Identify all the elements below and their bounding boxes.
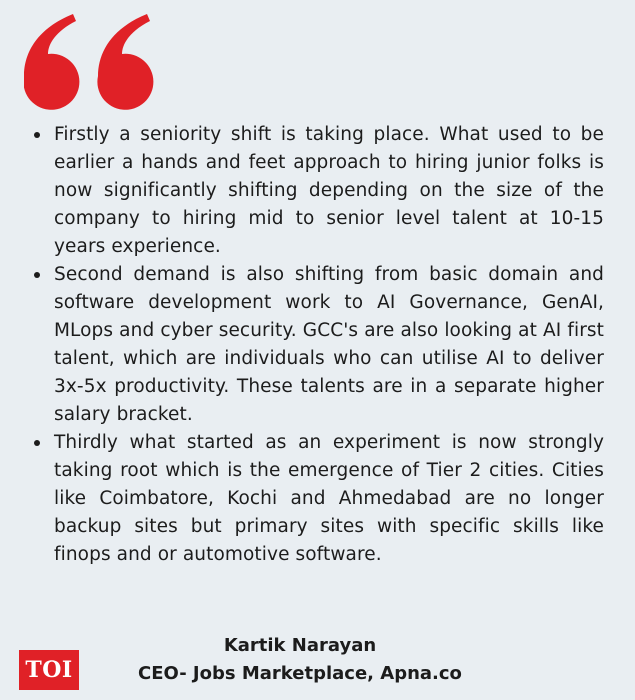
attribution-title: CEO- Jobs Marketplace, Apna.co	[138, 663, 462, 684]
attribution-name: Kartik Narayan	[223, 635, 377, 656]
quote-open-icon	[24, 14, 156, 110]
quote-point: Thirdly what started as an experiment is now strongly taking root which is the emergence of Tier 2 cities. Cities like Coimbatore, Kochi and Ahmedabad are no longer backup sites but primary sites with specific skills like finops and or automotive software.	[54, 429, 604, 569]
quote-points	[26, 121, 604, 569]
toi-logo: TOI	[19, 650, 79, 690]
quote-point: Second demand is also shifting from basic domain and software development work to AI Governance, GenAI, MLops and cyber security. GCC's are also looking at AI first talent, which are individuals who can utilise AI to deliver 3x-5x productivity. These talents are in a separate higher salary bracket.	[54, 261, 604, 429]
quote-point: Firstly a seniority shift is taking place. What used to be earlier a hands and feet approach to hiring junior folks is now significantly shifting depending on the size of the company to hiring mid to senior level talent at 10-15 years experience.	[54, 121, 604, 261]
